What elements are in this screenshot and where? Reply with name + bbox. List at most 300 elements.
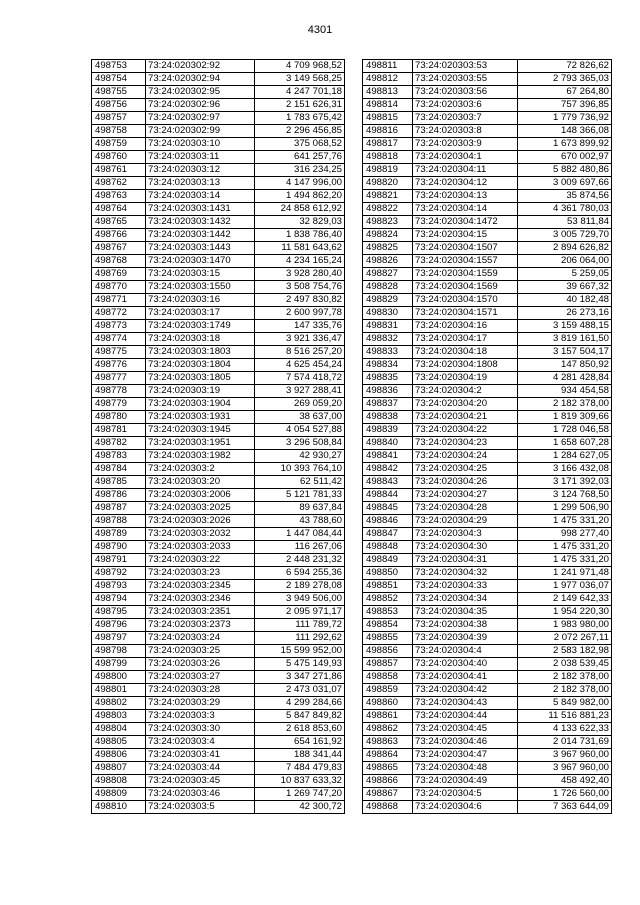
row-number-cell: 498862 bbox=[363, 723, 413, 736]
table-row bbox=[363, 541, 612, 554]
row-number-cell: 498813 bbox=[363, 86, 413, 99]
value-cell: 8 516 257,20 bbox=[255, 346, 345, 359]
cadastral-number-cell: 73:24:020303:1442 bbox=[146, 229, 255, 242]
table-row bbox=[92, 619, 345, 632]
row-number-cell: 498853 bbox=[363, 606, 413, 619]
cadastral-number-cell: 73:24:020303:1432 bbox=[146, 216, 255, 229]
value-cell: 5 121 781,33 bbox=[255, 489, 345, 502]
table-row bbox=[363, 281, 612, 294]
value-cell: 11 581 643,62 bbox=[255, 242, 345, 255]
row-number-cell: 498829 bbox=[363, 294, 413, 307]
row-number-cell: 498755 bbox=[92, 86, 146, 99]
value-cell: 2 448 231,32 bbox=[255, 554, 345, 567]
value-cell: 1 783 675,42 bbox=[255, 112, 345, 125]
cadastral-number-cell: 73:24:020304:48 bbox=[413, 762, 518, 775]
row-number-cell: 498843 bbox=[363, 476, 413, 489]
value-cell: 2 497 830,82 bbox=[255, 294, 345, 307]
row-number-cell: 498826 bbox=[363, 255, 413, 268]
cadastral-number-cell: 73:24:020304:6 bbox=[413, 801, 518, 814]
row-number-cell: 498851 bbox=[363, 580, 413, 593]
row-number-cell: 498799 bbox=[92, 658, 146, 671]
row-number-cell: 498819 bbox=[363, 164, 413, 177]
row-number-cell: 498837 bbox=[363, 398, 413, 411]
value-cell: 1 494 862,20 bbox=[255, 190, 345, 203]
table-row bbox=[92, 99, 345, 112]
cadastral-number-cell: 73:24:020303:30 bbox=[146, 723, 255, 736]
cadastral-number-cell: 73:24:020303:2346 bbox=[146, 593, 255, 606]
value-cell: 458 492,40 bbox=[518, 775, 612, 788]
value-cell: 67 264,80 bbox=[518, 86, 612, 99]
cadastral-number-cell: 73:24:020304:1569 bbox=[413, 281, 518, 294]
row-number-cell: 498784 bbox=[92, 463, 146, 476]
cadastral-number-cell: 73:24:020303:1470 bbox=[146, 255, 255, 268]
value-cell: 375 068,52 bbox=[255, 138, 345, 151]
table-row bbox=[363, 801, 612, 814]
row-number-cell: 498766 bbox=[92, 229, 146, 242]
table-row bbox=[92, 801, 345, 814]
value-cell: 147 335,76 bbox=[255, 320, 345, 333]
row-number-cell: 498836 bbox=[363, 385, 413, 398]
cadastral-number-cell: 73:24:020303:1951 bbox=[146, 437, 255, 450]
cadastral-number-cell: 73:24:020304:29 bbox=[413, 515, 518, 528]
cadastral-number-cell: 73:24:020303:1982 bbox=[146, 450, 255, 463]
row-number-cell: 498864 bbox=[363, 749, 413, 762]
row-number-cell: 498854 bbox=[363, 619, 413, 632]
row-number-cell: 498815 bbox=[363, 112, 413, 125]
cadastral-number-cell: 73:24:020303:15 bbox=[146, 268, 255, 281]
row-number-cell: 498825 bbox=[363, 242, 413, 255]
table-row bbox=[92, 606, 345, 619]
row-number-cell: 498756 bbox=[92, 99, 146, 112]
row-number-cell: 498762 bbox=[92, 177, 146, 190]
cadastral-number-cell: 73:24:020303:41 bbox=[146, 749, 255, 762]
table-row bbox=[92, 450, 345, 463]
value-cell: 3 819 161,50 bbox=[518, 333, 612, 346]
value-cell: 147 850,92 bbox=[518, 359, 612, 372]
value-cell: 2 618 853,60 bbox=[255, 723, 345, 736]
table-row bbox=[363, 307, 612, 320]
row-number-cell: 498803 bbox=[92, 710, 146, 723]
cadastral-number-cell: 73:24:020304:23 bbox=[413, 437, 518, 450]
cadastral-number-cell: 73:24:020303:20 bbox=[146, 476, 255, 489]
row-number-cell: 498753 bbox=[92, 60, 146, 73]
cadastral-number-cell: 73:24:020303:2373 bbox=[146, 619, 255, 632]
row-number-cell: 498811 bbox=[363, 60, 413, 73]
cadastral-number-cell: 73:24:020303:5 bbox=[146, 801, 255, 814]
table-row bbox=[363, 203, 612, 216]
cadastral-number-cell: 73:24:020304:2 bbox=[413, 385, 518, 398]
value-cell: 4 625 454,24 bbox=[255, 359, 345, 372]
table-row bbox=[363, 294, 612, 307]
table-row bbox=[92, 593, 345, 606]
cadastral-number-cell: 73:24:020303:1803 bbox=[146, 346, 255, 359]
cadastral-number-cell: 73:24:020304:19 bbox=[413, 372, 518, 385]
table-row bbox=[92, 385, 345, 398]
value-cell: 2 151 626,31 bbox=[255, 99, 345, 112]
row-number-cell: 498778 bbox=[92, 385, 146, 398]
table-row bbox=[92, 541, 345, 554]
row-number-cell: 498764 bbox=[92, 203, 146, 216]
row-number-cell: 498859 bbox=[363, 684, 413, 697]
value-cell: 206 064,00 bbox=[518, 255, 612, 268]
cadastral-number-cell: 73:24:020303:1805 bbox=[146, 372, 255, 385]
cadastral-number-cell: 73:24:020303:13 bbox=[146, 177, 255, 190]
cadastral-number-cell: 73:24:020303:2025 bbox=[146, 502, 255, 515]
cadastral-number-cell: 73:24:020304:12 bbox=[413, 177, 518, 190]
value-cell: 1 779 736,92 bbox=[518, 112, 612, 125]
value-cell: 53 811,84 bbox=[518, 216, 612, 229]
row-number-cell: 498822 bbox=[363, 203, 413, 216]
row-number-cell: 498849 bbox=[363, 554, 413, 567]
value-cell: 1 838 786,40 bbox=[255, 229, 345, 242]
value-cell: 7 574 418,72 bbox=[255, 372, 345, 385]
row-number-cell: 498783 bbox=[92, 450, 146, 463]
table-body bbox=[363, 60, 612, 814]
cadastral-number-cell: 73:24:020303:25 bbox=[146, 645, 255, 658]
cadastral-number-cell: 73:24:020303:53 bbox=[413, 60, 518, 73]
cadastral-number-cell: 73:24:020304:27 bbox=[413, 489, 518, 502]
value-cell: 10 837 633,32 bbox=[255, 775, 345, 788]
cadastral-number-cell: 73:24:020303:7 bbox=[413, 112, 518, 125]
value-cell: 1 284 627,05 bbox=[518, 450, 612, 463]
cadastral-number-cell: 73:24:020304:25 bbox=[413, 463, 518, 476]
cadastral-number-cell: 73:24:020304:1571 bbox=[413, 307, 518, 320]
value-cell: 116 267,06 bbox=[255, 541, 345, 554]
cadastral-number-cell: 73:24:020304:35 bbox=[413, 606, 518, 619]
table-row bbox=[363, 476, 612, 489]
cadastral-number-cell: 73:24:020303:9 bbox=[413, 138, 518, 151]
row-number-cell: 498866 bbox=[363, 775, 413, 788]
table-row bbox=[363, 528, 612, 541]
value-cell: 4 133 622,33 bbox=[518, 723, 612, 736]
table-row bbox=[363, 372, 612, 385]
row-number-cell: 498814 bbox=[363, 99, 413, 112]
row-number-cell: 498855 bbox=[363, 632, 413, 645]
cadastral-number-cell: 73:24:020303:18 bbox=[146, 333, 255, 346]
cadastral-number-cell: 73:24:020304:21 bbox=[413, 411, 518, 424]
cadastral-number-cell: 73:24:020303:1749 bbox=[146, 320, 255, 333]
table-row bbox=[92, 489, 345, 502]
table-row bbox=[92, 515, 345, 528]
value-cell: 5 847 849,82 bbox=[255, 710, 345, 723]
cadastral-number-cell: 73:24:020304:31 bbox=[413, 554, 518, 567]
registry-table-right bbox=[362, 59, 612, 814]
table-row bbox=[363, 671, 612, 684]
table-row bbox=[363, 710, 612, 723]
cadastral-number-cell: 73:24:020303:2351 bbox=[146, 606, 255, 619]
value-cell: 4 299 284,66 bbox=[255, 697, 345, 710]
value-cell: 3 921 336,47 bbox=[255, 333, 345, 346]
table-row bbox=[363, 346, 612, 359]
value-cell: 670 002,97 bbox=[518, 151, 612, 164]
cadastral-number-cell: 73:24:020303:2026 bbox=[146, 515, 255, 528]
value-cell: 1 299 506,90 bbox=[518, 502, 612, 515]
value-cell: 1 475 331,20 bbox=[518, 541, 612, 554]
row-number-cell: 498830 bbox=[363, 307, 413, 320]
table-row bbox=[363, 775, 612, 788]
row-number-cell: 498770 bbox=[92, 281, 146, 294]
cadastral-number-cell: 73:24:020304:24 bbox=[413, 450, 518, 463]
value-cell: 1 658 607,28 bbox=[518, 437, 612, 450]
row-number-cell: 498797 bbox=[92, 632, 146, 645]
value-cell: 3 157 504,17 bbox=[518, 346, 612, 359]
cadastral-number-cell: 73:24:020303:28 bbox=[146, 684, 255, 697]
table-row bbox=[363, 502, 612, 515]
table-row bbox=[363, 411, 612, 424]
row-number-cell: 498831 bbox=[363, 320, 413, 333]
table-row bbox=[363, 749, 612, 762]
cadastral-number-cell: 73:24:020304:34 bbox=[413, 593, 518, 606]
table-row bbox=[363, 736, 612, 749]
table-row bbox=[92, 190, 345, 203]
row-number-cell: 498823 bbox=[363, 216, 413, 229]
table-row bbox=[363, 658, 612, 671]
cadastral-number-cell: 73:24:020303:1443 bbox=[146, 242, 255, 255]
row-number-cell: 498771 bbox=[92, 294, 146, 307]
table-row bbox=[363, 424, 612, 437]
cadastral-number-cell: 73:24:020304:43 bbox=[413, 697, 518, 710]
cadastral-number-cell: 73:24:020303:3 bbox=[146, 710, 255, 723]
value-cell: 3 005 729,70 bbox=[518, 229, 612, 242]
row-number-cell: 498838 bbox=[363, 411, 413, 424]
table-row bbox=[92, 177, 345, 190]
cadastral-number-cell: 73:24:020304:22 bbox=[413, 424, 518, 437]
row-number-cell: 498808 bbox=[92, 775, 146, 788]
cadastral-number-cell: 73:24:020303:22 bbox=[146, 554, 255, 567]
value-cell: 1 269 747,20 bbox=[255, 788, 345, 801]
value-cell: 4 234 165,24 bbox=[255, 255, 345, 268]
table-row bbox=[92, 346, 345, 359]
table-row bbox=[363, 606, 612, 619]
table-row bbox=[92, 398, 345, 411]
table-row bbox=[92, 60, 345, 73]
row-number-cell: 498792 bbox=[92, 567, 146, 580]
cadastral-number-cell: 73:24:020304:13 bbox=[413, 190, 518, 203]
table-row bbox=[92, 645, 345, 658]
cadastral-number-cell: 73:24:020304:49 bbox=[413, 775, 518, 788]
cadastral-number-cell: 73:24:020303:24 bbox=[146, 632, 255, 645]
cadastral-number-cell: 73:24:020303:2 bbox=[146, 463, 255, 476]
row-number-cell: 498840 bbox=[363, 437, 413, 450]
row-number-cell: 498816 bbox=[363, 125, 413, 138]
value-cell: 2 038 539,45 bbox=[518, 658, 612, 671]
table-row bbox=[92, 710, 345, 723]
value-cell: 1 728 046,58 bbox=[518, 424, 612, 437]
table-row bbox=[363, 385, 612, 398]
value-cell: 148 366,08 bbox=[518, 125, 612, 138]
table-row bbox=[92, 658, 345, 671]
row-number-cell: 498765 bbox=[92, 216, 146, 229]
row-number-cell: 498835 bbox=[363, 372, 413, 385]
value-cell: 5 882 480,86 bbox=[518, 164, 612, 177]
cadastral-number-cell: 73:24:020304:40 bbox=[413, 658, 518, 671]
value-cell: 3 967 960,00 bbox=[518, 762, 612, 775]
row-number-cell: 498782 bbox=[92, 437, 146, 450]
table-row bbox=[363, 580, 612, 593]
row-number-cell: 498832 bbox=[363, 333, 413, 346]
cadastral-number-cell: 73:24:020303:56 bbox=[413, 86, 518, 99]
table-row bbox=[363, 333, 612, 346]
table-row bbox=[363, 125, 612, 138]
value-cell: 3 166 432,08 bbox=[518, 463, 612, 476]
table-row bbox=[363, 242, 612, 255]
table-row bbox=[363, 177, 612, 190]
table-row bbox=[363, 229, 612, 242]
cadastral-number-cell: 73:24:020304:1472 bbox=[413, 216, 518, 229]
registry-table-left bbox=[91, 59, 345, 814]
row-number-cell: 498772 bbox=[92, 307, 146, 320]
table-row bbox=[363, 190, 612, 203]
row-number-cell: 498858 bbox=[363, 671, 413, 684]
table-row bbox=[92, 138, 345, 151]
value-cell: 1 475 331,20 bbox=[518, 515, 612, 528]
value-cell: 2 473 031,07 bbox=[255, 684, 345, 697]
row-number-cell: 498787 bbox=[92, 502, 146, 515]
cadastral-number-cell: 73:24:020303:45 bbox=[146, 775, 255, 788]
value-cell: 1 819 309,66 bbox=[518, 411, 612, 424]
value-cell: 3 347 271,86 bbox=[255, 671, 345, 684]
table-row bbox=[363, 151, 612, 164]
value-cell: 641 257,76 bbox=[255, 151, 345, 164]
table-row bbox=[363, 138, 612, 151]
page-number: 4301 bbox=[307, 24, 333, 36]
row-number-cell: 498804 bbox=[92, 723, 146, 736]
row-number-cell: 498850 bbox=[363, 567, 413, 580]
cadastral-number-cell: 73:24:020303:2006 bbox=[146, 489, 255, 502]
table-row bbox=[92, 437, 345, 450]
row-number-cell: 498793 bbox=[92, 580, 146, 593]
cadastral-number-cell: 73:24:020304:30 bbox=[413, 541, 518, 554]
cadastral-number-cell: 73:24:020304:42 bbox=[413, 684, 518, 697]
cadastral-number-cell: 73:24:020304:1808 bbox=[413, 359, 518, 372]
value-cell: 2 296 456,85 bbox=[255, 125, 345, 138]
table-row bbox=[92, 736, 345, 749]
row-number-cell: 498842 bbox=[363, 463, 413, 476]
cadastral-number-cell: 73:24:020304:11 bbox=[413, 164, 518, 177]
value-cell: 1 673 899,92 bbox=[518, 138, 612, 151]
row-number-cell: 498817 bbox=[363, 138, 413, 151]
value-cell: 5 259,05 bbox=[518, 268, 612, 281]
row-number-cell: 498812 bbox=[363, 73, 413, 86]
table-row bbox=[363, 398, 612, 411]
value-cell: 3 149 568,25 bbox=[255, 73, 345, 86]
value-cell: 5 475 149,93 bbox=[255, 658, 345, 671]
row-number-cell: 498798 bbox=[92, 645, 146, 658]
cadastral-number-cell: 73:24:020304:47 bbox=[413, 749, 518, 762]
table-row bbox=[92, 554, 345, 567]
value-cell: 3 159 488,15 bbox=[518, 320, 612, 333]
value-cell: 3 296 508,84 bbox=[255, 437, 345, 450]
table-row bbox=[92, 164, 345, 177]
row-number-cell: 498759 bbox=[92, 138, 146, 151]
cadastral-number-cell: 73:24:020303:8 bbox=[413, 125, 518, 138]
cadastral-number-cell: 73:24:020304:5 bbox=[413, 788, 518, 801]
row-number-cell: 498794 bbox=[92, 593, 146, 606]
table-row bbox=[92, 580, 345, 593]
value-cell: 1 983 980,00 bbox=[518, 619, 612, 632]
row-number-cell: 498776 bbox=[92, 359, 146, 372]
cadastral-number-cell: 73:24:020304:45 bbox=[413, 723, 518, 736]
cadastral-number-cell: 73:24:020304:1557 bbox=[413, 255, 518, 268]
row-number-cell: 498828 bbox=[363, 281, 413, 294]
value-cell: 2 583 182,98 bbox=[518, 645, 612, 658]
cadastral-number-cell: 73:24:020304:1559 bbox=[413, 268, 518, 281]
cadastral-number-cell: 73:24:020304:1507 bbox=[413, 242, 518, 255]
cadastral-number-cell: 73:24:020304:46 bbox=[413, 736, 518, 749]
table-row bbox=[363, 99, 612, 112]
cadastral-number-cell: 73:24:020303:27 bbox=[146, 671, 255, 684]
value-cell: 38 637,00 bbox=[255, 411, 345, 424]
value-cell: 2 072 267,11 bbox=[518, 632, 612, 645]
row-number-cell: 498834 bbox=[363, 359, 413, 372]
table-row bbox=[92, 216, 345, 229]
value-cell: 2 894 626,82 bbox=[518, 242, 612, 255]
row-number-cell: 498833 bbox=[363, 346, 413, 359]
row-number-cell: 498791 bbox=[92, 554, 146, 567]
table-row bbox=[92, 424, 345, 437]
row-number-cell: 498768 bbox=[92, 255, 146, 268]
table-row bbox=[363, 645, 612, 658]
cadastral-number-cell: 73:24:020304:20 bbox=[413, 398, 518, 411]
table-row bbox=[92, 502, 345, 515]
table-row bbox=[363, 515, 612, 528]
table-row bbox=[92, 632, 345, 645]
table-row bbox=[92, 684, 345, 697]
value-cell: 1 954 220,30 bbox=[518, 606, 612, 619]
row-number-cell: 498805 bbox=[92, 736, 146, 749]
table-row bbox=[92, 762, 345, 775]
row-number-cell: 498847 bbox=[363, 528, 413, 541]
cadastral-number-cell: 73:24:020304:32 bbox=[413, 567, 518, 580]
row-number-cell: 498790 bbox=[92, 541, 146, 554]
row-number-cell: 498781 bbox=[92, 424, 146, 437]
value-cell: 2 149 642,33 bbox=[518, 593, 612, 606]
table-row bbox=[92, 463, 345, 476]
table-row bbox=[363, 632, 612, 645]
value-cell: 2 600 997,78 bbox=[255, 307, 345, 320]
table-row bbox=[92, 359, 345, 372]
cadastral-number-cell: 73:24:020304:1 bbox=[413, 151, 518, 164]
row-number-cell: 498839 bbox=[363, 424, 413, 437]
table-row bbox=[363, 268, 612, 281]
cadastral-number-cell: 73:24:020303:44 bbox=[146, 762, 255, 775]
cadastral-number-cell: 73:24:020303:23 bbox=[146, 567, 255, 580]
value-cell: 757 396,85 bbox=[518, 99, 612, 112]
value-cell: 32 829,03 bbox=[255, 216, 345, 229]
value-cell: 6 594 255,36 bbox=[255, 567, 345, 580]
table-row bbox=[363, 320, 612, 333]
cadastral-number-cell: 73:24:020304:28 bbox=[413, 502, 518, 515]
cadastral-number-cell: 73:24:020304:16 bbox=[413, 320, 518, 333]
table-row bbox=[363, 86, 612, 99]
value-cell: 39 667,32 bbox=[518, 281, 612, 294]
value-cell: 72 826,62 bbox=[518, 60, 612, 73]
value-cell: 2 793 365,03 bbox=[518, 73, 612, 86]
table-row bbox=[92, 723, 345, 736]
row-number-cell: 498841 bbox=[363, 450, 413, 463]
cadastral-number-cell: 73:24:020303:10 bbox=[146, 138, 255, 151]
value-cell: 3 928 280,40 bbox=[255, 268, 345, 281]
cadastral-number-cell: 73:24:020303:1904 bbox=[146, 398, 255, 411]
row-number-cell: 498773 bbox=[92, 320, 146, 333]
row-number-cell: 498845 bbox=[363, 502, 413, 515]
value-cell: 111 292,62 bbox=[255, 632, 345, 645]
cadastral-number-cell: 73:24:020304:33 bbox=[413, 580, 518, 593]
cadastral-number-cell: 73:24:020303:2033 bbox=[146, 541, 255, 554]
table-row bbox=[92, 372, 345, 385]
cadastral-number-cell: 73:24:020303:2345 bbox=[146, 580, 255, 593]
cadastral-number-cell: 73:24:020303:11 bbox=[146, 151, 255, 164]
